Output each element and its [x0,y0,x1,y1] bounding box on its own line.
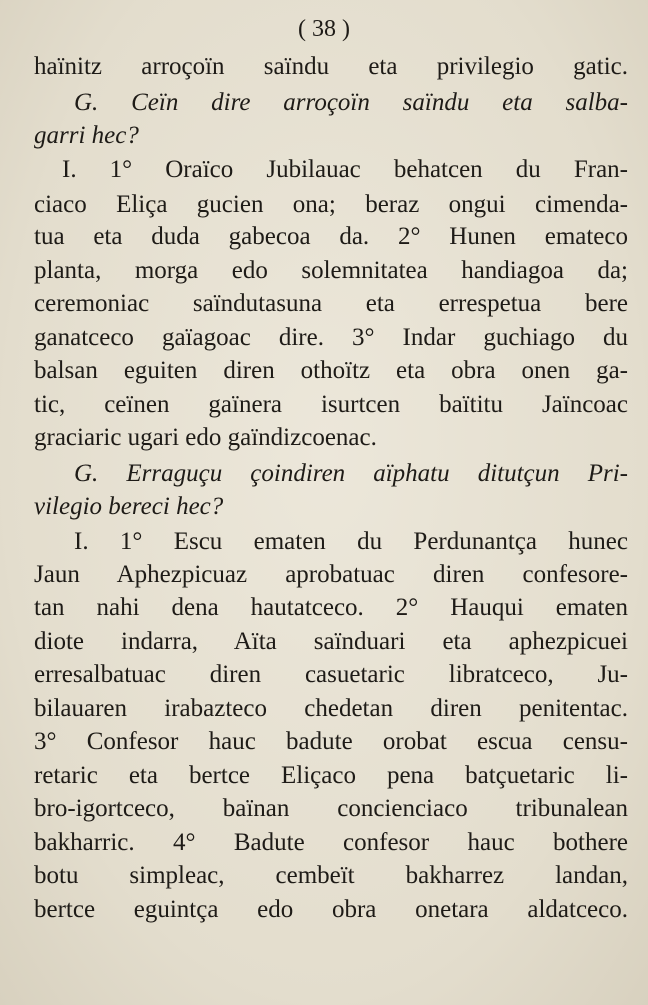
text-line: botu simpleac, cembeït bakharrez landan, [34,862,628,889]
text-line: bakharric. 4° Badute confesor hauc bothere [34,829,628,856]
text-line: bertce eguintça edo obra onetara aldatceco. [34,896,628,923]
text-line: 3° Confesor hauc badute orobat escua censu- [34,728,628,755]
text-line: balsan eguiten diren othoïtz eta obra onen ga- [34,357,628,384]
question-line: vilegio bereci hec? [34,493,224,520]
text-line: ciaco Eliça gucien ona; beraz ongui cimenda- [34,191,628,218]
text-line: retaric eta bertce Eliçaco pena batçuetaric li- [34,762,628,789]
text-line: diote indarra, Aïta saïnduari eta aphezpicuei [34,628,628,655]
text-line: Jaun Aphezpicuaz aprobatuac diren confesore- [34,561,628,588]
text-line: tua eta duda gabecoa da. 2° Hunen emateco [34,223,628,250]
text-line: haïnitz arroçoïn saïndu eta privilegio gatic. [34,53,628,80]
answer-line: I. 1° Oraïco Jubilauac behatcen du Fran- [62,156,628,183]
text-line: bro-igortceco, baïnan concienciaco tribunalean [34,795,628,822]
text-line: erresalbatuac diren casuetaric libratceco, Ju- [34,661,628,688]
text-line: planta, morga edo solemnitatea handiagoa da; [34,257,628,284]
text-line: graciaric ugari edo gaïndizcoenac. [34,424,377,451]
question-line: G. Erraguçu çoindiren aïphatu ditutçun Pri- [74,460,628,487]
page-number: ( 38 ) [298,16,350,42]
text-line: tan nahi dena hautatceco. 2° Hauqui ematen [34,594,628,621]
text-line: ganatceco gaïagoac dire. 3° Indar guchiago du [34,324,628,351]
text-line: bilauaren irabazteco chedetan diren penitentac. [34,695,628,722]
question-line: garri hec? [34,122,139,149]
text-line: tic, ceïnen gaïnera isurtcen baïtitu Jaïncoac [34,391,628,418]
question-line: G. Ceïn dire arroçoïn saïndu eta salba- [74,89,628,116]
answer-line: I. 1° Escu ematen du Perdunantça hunec [74,528,628,555]
text-line: ceremoniac saïndutasuna eta errespetua bere [34,290,628,317]
